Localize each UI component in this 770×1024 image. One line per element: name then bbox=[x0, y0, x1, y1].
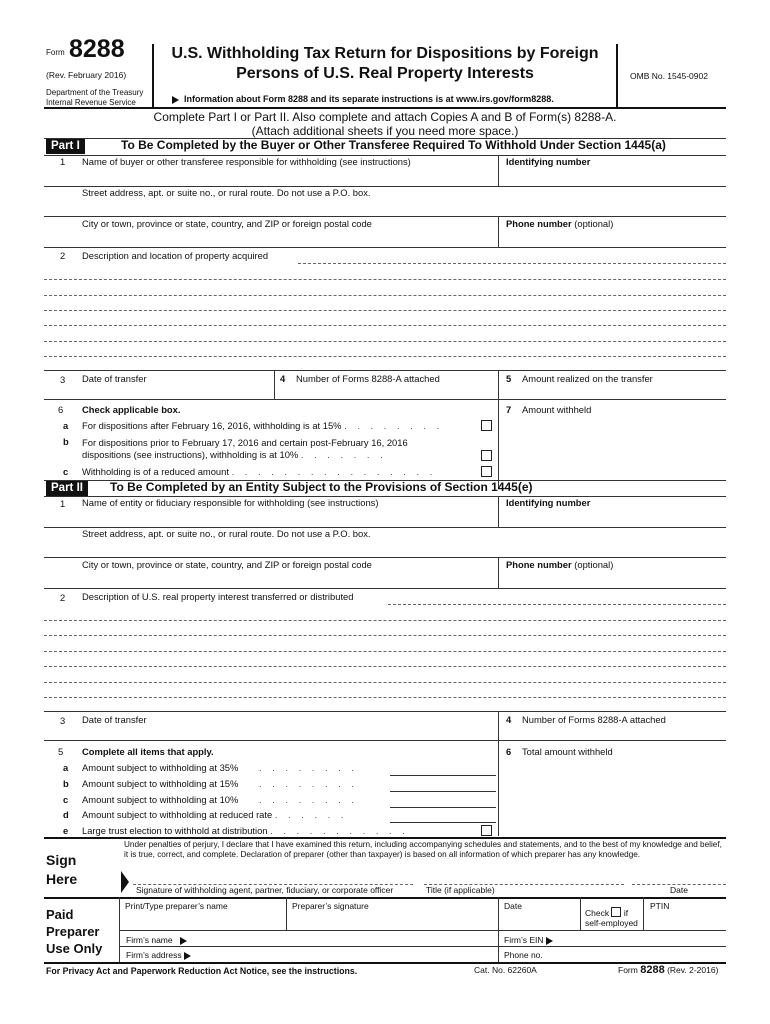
entity-phone-field[interactable]: Phone number (optional) bbox=[506, 559, 614, 570]
preparer-date-field[interactable]: Date bbox=[504, 901, 522, 911]
entity-city-field[interactable]: City or town, province or state, country, and ZIP or foreign postal code bbox=[82, 559, 372, 570]
complete-items-heading: Complete all items that apply. bbox=[82, 746, 214, 757]
description-line[interactable] bbox=[44, 651, 726, 652]
line-number: 1 bbox=[60, 498, 66, 509]
entity-forms-attached-field[interactable]: Number of Forms 8288-A attached bbox=[522, 714, 666, 725]
arrow-icon bbox=[546, 937, 553, 945]
buyer-identifying-number-field[interactable]: Identifying number bbox=[506, 156, 591, 167]
description-line[interactable] bbox=[44, 325, 726, 326]
total-withheld-field[interactable]: Total amount withheld bbox=[522, 746, 613, 757]
large-trust-label: Large trust election to withhold at distribution . . . . . . . . . . . bbox=[82, 825, 409, 836]
date-label: Date bbox=[670, 885, 688, 895]
option-10-label: For dispositions prior to February 17, 2016 and certain post-February 16, 2016 dispositions (see instructions), withholding is at 10% . . . . . . . bbox=[82, 437, 408, 460]
preparer-signature-field[interactable]: Preparer’s signature bbox=[292, 901, 369, 911]
sign-here-heading: Sign Here bbox=[46, 852, 78, 887]
property-description-field[interactable] bbox=[298, 263, 726, 264]
interest-description-field[interactable] bbox=[388, 604, 726, 605]
amount-10-field[interactable] bbox=[390, 807, 496, 808]
amount-15-label: Amount subject to withholding at 15% . . . . . . . . bbox=[82, 778, 359, 789]
catalog-number: Cat. No. 62260A bbox=[474, 965, 537, 975]
transfer-date-field[interactable]: Date of transfer bbox=[82, 373, 147, 384]
property-description-label: Description and location of property acquired bbox=[82, 250, 269, 261]
description-line[interactable] bbox=[44, 295, 726, 296]
firm-address-field[interactable]: Firm’s address bbox=[126, 951, 191, 961]
line-number: 6 bbox=[58, 404, 64, 415]
amount-withheld-field[interactable]: Amount withheld bbox=[522, 404, 592, 415]
line-letter: c bbox=[63, 466, 69, 477]
signature-label: Signature of withholding agent, partner, fiduciary, or corporate officer bbox=[136, 885, 394, 895]
entity-street-field[interactable]: Street address, apt. or suite no., or rural route. Do not use a P.O. box. bbox=[82, 528, 371, 539]
arrow-icon bbox=[180, 937, 187, 945]
buyer-street-field[interactable]: Street address, apt. or suite no., or rural route. Do not use a P.O. box. bbox=[82, 187, 371, 198]
line-letter: e bbox=[63, 825, 69, 836]
arrow-icon bbox=[184, 952, 191, 960]
forms-attached-field[interactable]: Number of Forms 8288-A attached bbox=[296, 373, 440, 384]
buyer-phone-field[interactable]: Phone number (optional) bbox=[506, 218, 614, 229]
line-number: 4 bbox=[280, 373, 286, 384]
buyer-city-field[interactable]: City or town, province or state, country, and ZIP or foreign postal code bbox=[82, 218, 372, 229]
firm-name-field[interactable]: Firm’s name bbox=[126, 936, 187, 946]
line-number: 5 bbox=[58, 746, 64, 757]
large-trust-checkbox[interactable] bbox=[481, 825, 492, 836]
reduced-amount-checkbox[interactable] bbox=[481, 466, 492, 477]
part-2-label: Part II bbox=[46, 481, 88, 496]
amount-realized-field[interactable]: Amount realized on the transfer bbox=[522, 373, 653, 384]
self-employed-label: Check if self-employed bbox=[585, 908, 638, 928]
description-line[interactable] bbox=[44, 341, 726, 342]
phone-no-field[interactable]: Phone no. bbox=[504, 950, 543, 960]
line-letter: c bbox=[63, 794, 69, 805]
line-letter: b bbox=[63, 778, 69, 789]
form-title: U.S. Withholding Tax Return for Dispositions by Foreign Persons of U.S. Real Property Interests bbox=[171, 45, 599, 82]
entity-identifying-number-field[interactable]: Identifying number bbox=[506, 497, 591, 508]
amount-35-label: Amount subject to withholding at 35% . . . . . . . . bbox=[82, 762, 359, 773]
arrow-icon bbox=[172, 96, 179, 104]
revision-date: (Rev. February 2016) bbox=[46, 70, 127, 80]
signature-arrow-icon bbox=[121, 871, 129, 893]
line-letter: b bbox=[63, 436, 69, 447]
line-number: 5 bbox=[506, 373, 512, 384]
info-line: Information about Form 8288 and its separate instructions is at www.irs.gov/form8288. bbox=[172, 94, 554, 104]
line-number: 7 bbox=[506, 404, 512, 415]
description-line[interactable] bbox=[44, 682, 726, 683]
line-number: 3 bbox=[60, 374, 66, 385]
form-number: 8288 bbox=[69, 35, 125, 63]
option-15-label: For dispositions after February 16, 2016, withholding is at 15% . . . . . . . . bbox=[82, 420, 444, 431]
description-line[interactable] bbox=[44, 279, 726, 280]
part-1-title: To Be Completed by the Buyer or Other Transferee Required To Withhold Under Section 1445(a) bbox=[121, 138, 666, 152]
buyer-name-field[interactable]: Name of buyer or other transferee responsible for withholding (see instructions) bbox=[82, 156, 411, 167]
check-box-heading: Check applicable box. bbox=[82, 404, 181, 415]
line-number: 3 bbox=[60, 715, 66, 726]
description-line[interactable] bbox=[44, 356, 726, 357]
amount-15-field[interactable] bbox=[390, 791, 496, 792]
perjury-statement: Under penalties of perjury, I declare that I have examined this return, including accompanying schedules and statements, and to the best of my knowledge and belief, it is true, correct, and complete. Declaration of preparer (other than taxpayer) is based on all information of which preparer has any knowledge. bbox=[124, 840, 722, 859]
paid-preparer-heading: Paid Preparer Use Only bbox=[46, 907, 103, 956]
department-label: Department of the Treasury Internal Revenue Service bbox=[46, 88, 144, 107]
interest-description-label: Description of U.S. real property interest transferred or distributed bbox=[82, 591, 354, 602]
ptin-field[interactable]: PTIN bbox=[650, 901, 670, 911]
withholding-10-checkbox[interactable] bbox=[481, 450, 492, 461]
footer-form-id: Form 8288 (Rev. 2-2016) bbox=[618, 964, 719, 976]
amount-reduced-field[interactable] bbox=[390, 822, 496, 823]
description-line[interactable] bbox=[44, 620, 726, 621]
line-number: 6 bbox=[506, 746, 512, 757]
line-number: 4 bbox=[506, 714, 512, 725]
form-instructions: Complete Part I or Part II. Also complete and attach Copies A and B of Form(s) 8288-A. (Attach additional sheets if you need more space.) bbox=[153, 110, 617, 138]
title-label: Title (if applicable) bbox=[426, 885, 495, 895]
form-word: Form bbox=[46, 48, 65, 57]
self-employed-checkbox[interactable] bbox=[611, 907, 621, 917]
line-letter: a bbox=[63, 420, 69, 431]
amount-35-field[interactable] bbox=[390, 775, 496, 776]
line-letter: d bbox=[63, 809, 69, 820]
description-line[interactable] bbox=[44, 666, 726, 667]
part-2-title: To Be Completed by an Entity Subject to the Provisions of Section 1445(e) bbox=[110, 480, 533, 494]
part-1-label: Part I bbox=[46, 139, 85, 154]
amount-10-label: Amount subject to withholding at 10% . . . . . . . . bbox=[82, 794, 359, 805]
withholding-15-checkbox[interactable] bbox=[481, 420, 492, 431]
entity-name-field[interactable]: Name of entity or fiduciary responsible for withholding (see instructions) bbox=[82, 497, 379, 508]
description-line[interactable] bbox=[44, 310, 726, 311]
description-line[interactable] bbox=[44, 635, 726, 636]
privacy-notice: For Privacy Act and Paperwork Reduction Act Notice, see the instructions. bbox=[46, 966, 358, 976]
omb-number: OMB No. 1545-0902 bbox=[630, 71, 708, 81]
line-letter: a bbox=[63, 762, 69, 773]
line-number: 2 bbox=[60, 250, 66, 261]
option-reduced-label: Withholding is of a reduced amount . . . . . . . . . . . . . . . . bbox=[82, 466, 437, 477]
amount-reduced-label: Amount subject to withholding at reduced rate . . . . . . bbox=[82, 809, 348, 820]
line-number: 1 bbox=[60, 156, 66, 167]
description-line[interactable] bbox=[44, 697, 726, 698]
preparer-name-field[interactable]: Print/Type preparer’s name bbox=[125, 901, 228, 911]
line-number: 2 bbox=[60, 592, 66, 603]
firm-ein-field[interactable]: Firm’s EIN bbox=[504, 936, 553, 946]
entity-transfer-date-field[interactable]: Date of transfer bbox=[82, 714, 147, 725]
